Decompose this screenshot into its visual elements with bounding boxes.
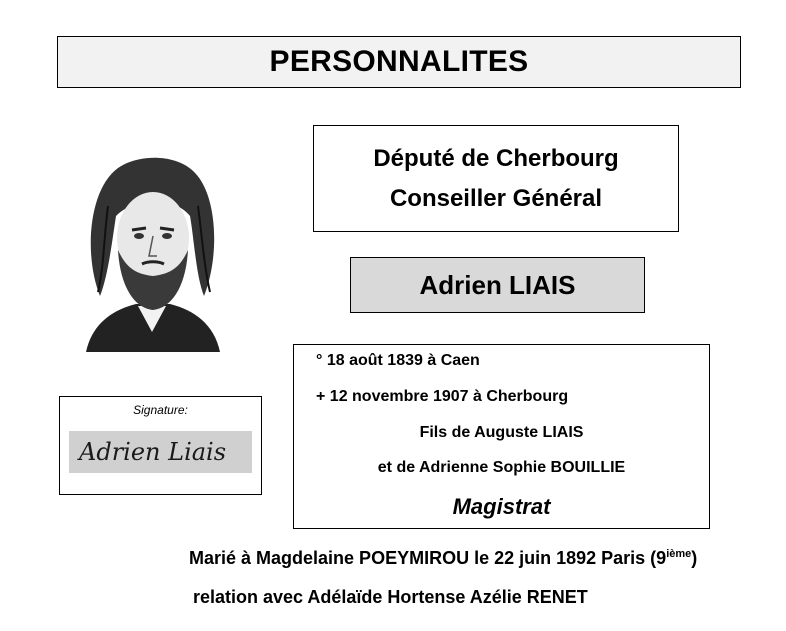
details-box	[293, 344, 710, 529]
marriage-info	[189, 548, 697, 569]
name-box	[350, 257, 645, 313]
marriage-ordinal: ième	[666, 548, 692, 560]
role-deputy: Député de Cherbourg	[373, 144, 619, 172]
signature-box	[59, 396, 262, 495]
signature-image	[69, 431, 252, 473]
father-info: Fils de Auguste LIAIS	[419, 424, 584, 441]
profession: Magistrat	[452, 494, 551, 519]
death-info: + 12 novembre 1907 à Cherbourg	[316, 388, 569, 405]
person-name: Adrien LIAIS	[419, 269, 576, 300]
mother-info: et de Adrienne Sophie BOUILLIE	[377, 459, 626, 476]
relation-info: relation avec Adélaïde Hortense Azélie RENET	[193, 587, 588, 607]
birth-info: ° 18 août 1839 à Caen	[316, 352, 480, 369]
signature-label: Signature:	[133, 403, 188, 417]
title-box	[57, 36, 741, 88]
marriage-text: Marié à Magdelaine POEYMIROU le 22 juin 1892 Paris (9	[189, 548, 667, 568]
role-councillor: Conseiller Général	[389, 184, 603, 212]
portrait-image	[78, 146, 226, 352]
roles-box	[313, 125, 679, 232]
marriage-close: )	[691, 548, 698, 568]
page-title: PERSONNALITES	[269, 45, 529, 78]
svg-text:Adrien Liais: Adrien Liais	[79, 438, 227, 466]
